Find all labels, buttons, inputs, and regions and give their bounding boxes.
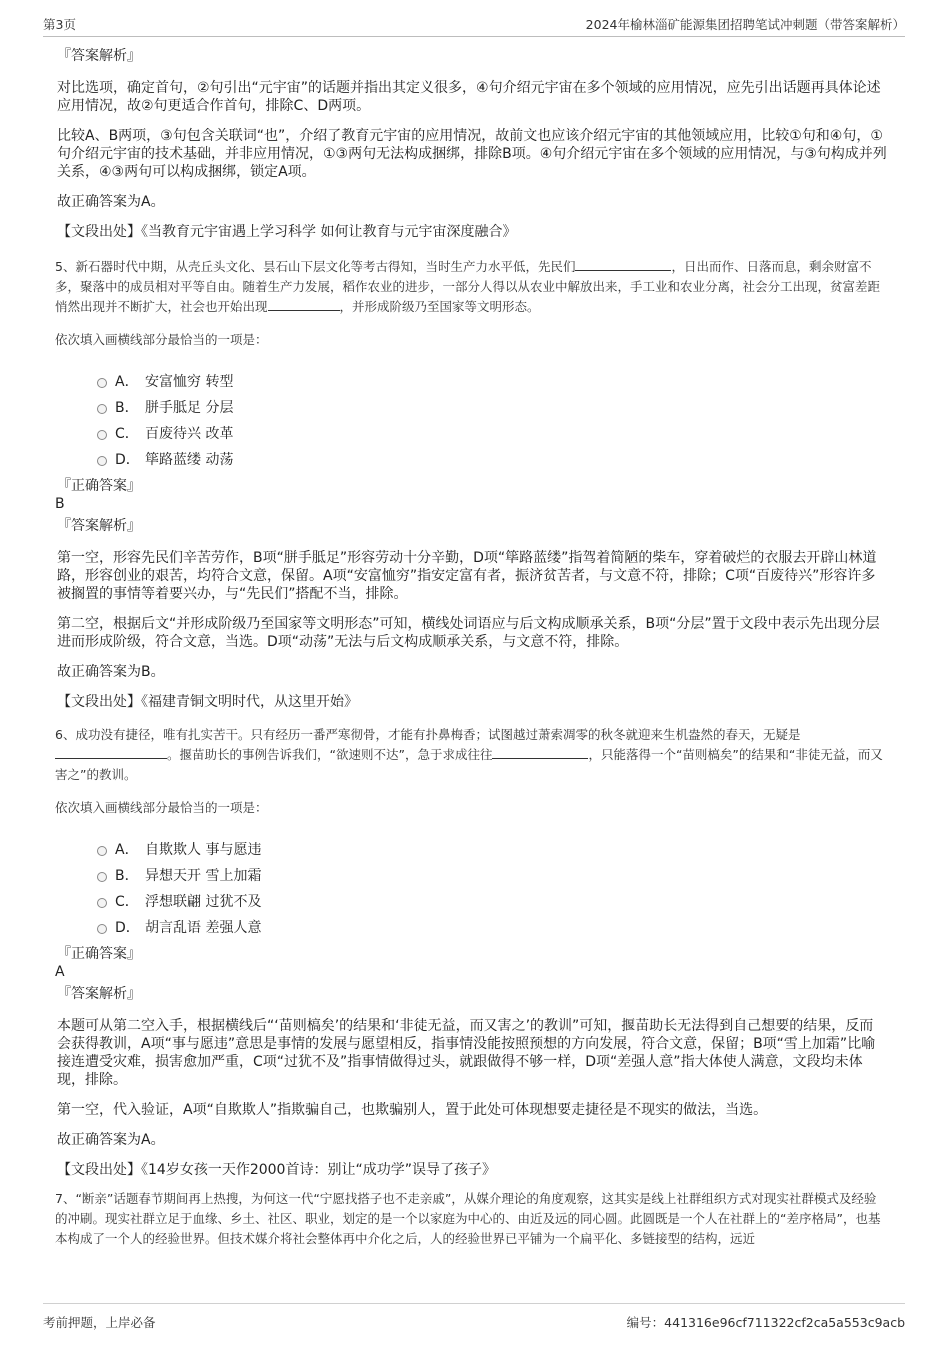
correct-answer: B [55, 496, 65, 512]
radio-icon[interactable] [97, 924, 107, 934]
footer-slogan: 考前押题，上岸必备 [43, 1315, 156, 1330]
option-c[interactable]: C． 百废待兴 改革 [57, 421, 887, 447]
source-citation: 【文段出处】《福建青铜文明时代，从这里开始》 [57, 694, 358, 710]
question-text: 7、“断亲”话题春节期间再上热搜，为何这一代“宁愿找搭子也不走亲戚”，从媒介理论的角度观察，这其实是线上社群组织方式对现实社群模式及经验的冲刷。现实社群立足于血缘、乡土、社区、职业，划定的是一个以家庭为中心的、由近及远的同心圆。此圆既是一个人在社群上的“差序格局”，也基本构成了一个人的经验世界。但技术媒介将社会整体再中介化之后，人的经验世界已平铺为一个扁平化、多链接型的结构，远近 [55, 1191, 881, 1246]
radio-icon[interactable] [97, 404, 107, 414]
analysis-paragraph: 本题可从第二空入手，根据横线后“‘苗则槁矣’的结果和‘非徒无益，而又害之’的教训”可知，揠苗助长无法得到自己想要的结果，反而会获得教训，A项“事与愿违”意思是事情的发展与愿望相反，指事情没能按照预想的方向发展，符合文意，保留；B项“雪上加霜”比喻接连遭受灾难，损害愈加严重，C项“过犹不及”指事情做得过头，就跟做得不够一样，D项“差强人意”指大体使人满意，文段均未体现，排除。 [57, 1018, 876, 1088]
radio-icon[interactable] [97, 456, 107, 466]
conclusion: 故正确答案为A。 [57, 194, 165, 210]
question-text: 6、成功没有捷径，唯有扎实苦干。只有经历一番严寒彻骨，才能有扑鼻梅香；试图越过萧索凋零的秋冬就迎来生机盎然的春天，无疑是。揠苗助长的事例告诉我们，“欲速则不达”，急于求成往往 ，只能落得一个“苗则槁矣”的结果和“非徒无益，而又害之”的教训。 [55, 727, 883, 782]
option-b[interactable]: B． 异想天开 雪上加霜 [57, 863, 887, 889]
option-d[interactable]: D． 胡言乱语 差强人意 [57, 915, 887, 941]
radio-icon[interactable] [97, 378, 107, 388]
correct-answer: A [55, 964, 65, 980]
options-list [57, 837, 887, 941]
correct-answer-label: 『正确答案』 [57, 946, 141, 962]
source-citation: 【文段出处】《当教育元宇宙遇上学习科学 如何让教育与元宇宙深度融合》 [57, 224, 517, 240]
option-c[interactable]: C． 浮想联翩 过犹不及 [57, 889, 887, 915]
document-title: 2024年榆林淄矿能源集团招聘笔试冲刺题（带答案解析） [585, 17, 905, 32]
analysis-paragraph: 第一空，代入验证，A项“自欺欺人”指欺骗自己，也欺骗别人，置于此处可体现想要走捷径是不现实的做法，当选。 [57, 1102, 768, 1118]
question-text: 5、新石器时代中期，从壳丘头文化、昙石山下层文化等考古得知，当时生产力水平低，先民们 ，日出而作、日落而息，剩余财富不多，聚落中的成员相对平等自由。随着生产力发展，稻作农业的进步，一部分人得以从农业中解放出来，手工业和农业分离，社会分工出现，贫富差距悄然出现并不断扩大，社会也开始出现 ，并形成阶级乃至国家等文明形态。 [55, 259, 881, 314]
page-header [43, 10, 905, 37]
analysis-label: 『答案解析』 [57, 518, 141, 534]
analysis-paragraph: 第二空，根据后文“并形成阶级乃至国家等文明形态”可知，横线处词语应与后文构成顺承关系，B项“分层”置于文段中表示先出现分层进而形成阶级，符合文意，当选。D项“动荡”无法与后文构成顺承关系，与文意不符，排除。 [57, 616, 880, 650]
option-a[interactable]: A． 自欺欺人 事与愿违 [57, 837, 887, 863]
analysis-label: 『答案解析』 [57, 48, 141, 64]
blank-2 [492, 746, 588, 759]
blank-1 [55, 746, 167, 759]
blank-1 [575, 258, 671, 271]
question-instruction: 依次填入画横线部分最恰当的一项是： [55, 800, 268, 815]
document-id: 编号：441316e96cf711322cf2ca5a553c9acb [626, 1315, 905, 1330]
option-a[interactable]: A． 安富恤穷 转型 [57, 369, 887, 395]
page-number: 第3页 [43, 17, 76, 32]
conclusion: 故正确答案为B。 [57, 664, 165, 680]
analysis-paragraph: 比较A、B两项，③句包含关联词“也”，介绍了教育元宇宙的应用情况，故前文也应该介绍元宇宙的其他领域应用，比较①句和④句，①句介绍元宇宙的技术基础，并非应用情况，①③两句无法构成捆绑，排除B项。④句介绍元宇宙在多个领域的应用情况，与③句构成并列关系，④③两句可以构成捆绑，锁定A项。 [57, 128, 887, 180]
radio-icon[interactable] [97, 898, 107, 908]
question-instruction: 依次填入画横线部分最恰当的一项是： [55, 332, 268, 347]
correct-answer-label: 『正确答案』 [57, 478, 141, 494]
option-b[interactable]: B． 胼手胝足 分层 [57, 395, 887, 421]
analysis-paragraph: 对比选项，确定首句，②句引出“元宇宙”的话题并指出其定义很多，④句介绍元宇宙在多个领域的应用情况，应先引出话题再具体论述应用情况，故②句更适合作首句，排除C、D两项。 [57, 80, 881, 114]
source-citation: 【文段出处】《14岁女孩一天作2000首诗：别让“成功学”误导了孩子》 [57, 1162, 496, 1178]
radio-icon[interactable] [97, 430, 107, 440]
analysis-label: 『答案解析』 [57, 986, 141, 1002]
analysis-paragraph: 第一空，形容先民们辛苦劳作，B项“胼手胝足”形容劳动十分辛勤，D项“筚路蓝缕”指驾着简陋的柴车，穿着破烂的衣服去开辟山林道路，形容创业的艰苦，均符合文意，保留。A项“安富恤穷”指安定富有者，振济贫苦者，与文意不符，排除；C项“百废待兴”形容许多被搁置的事情等着要兴办，与“先民们”搭配不当，排除。 [57, 550, 877, 602]
radio-icon[interactable] [97, 846, 107, 856]
conclusion: 故正确答案为A。 [57, 1132, 165, 1148]
option-d[interactable]: D． 筚路蓝缕 动荡 [57, 447, 887, 473]
radio-icon[interactable] [97, 872, 107, 882]
blank-2 [268, 298, 340, 311]
options-list [57, 369, 887, 473]
main-content [57, 47, 887, 1249]
page-footer [43, 1303, 905, 1334]
